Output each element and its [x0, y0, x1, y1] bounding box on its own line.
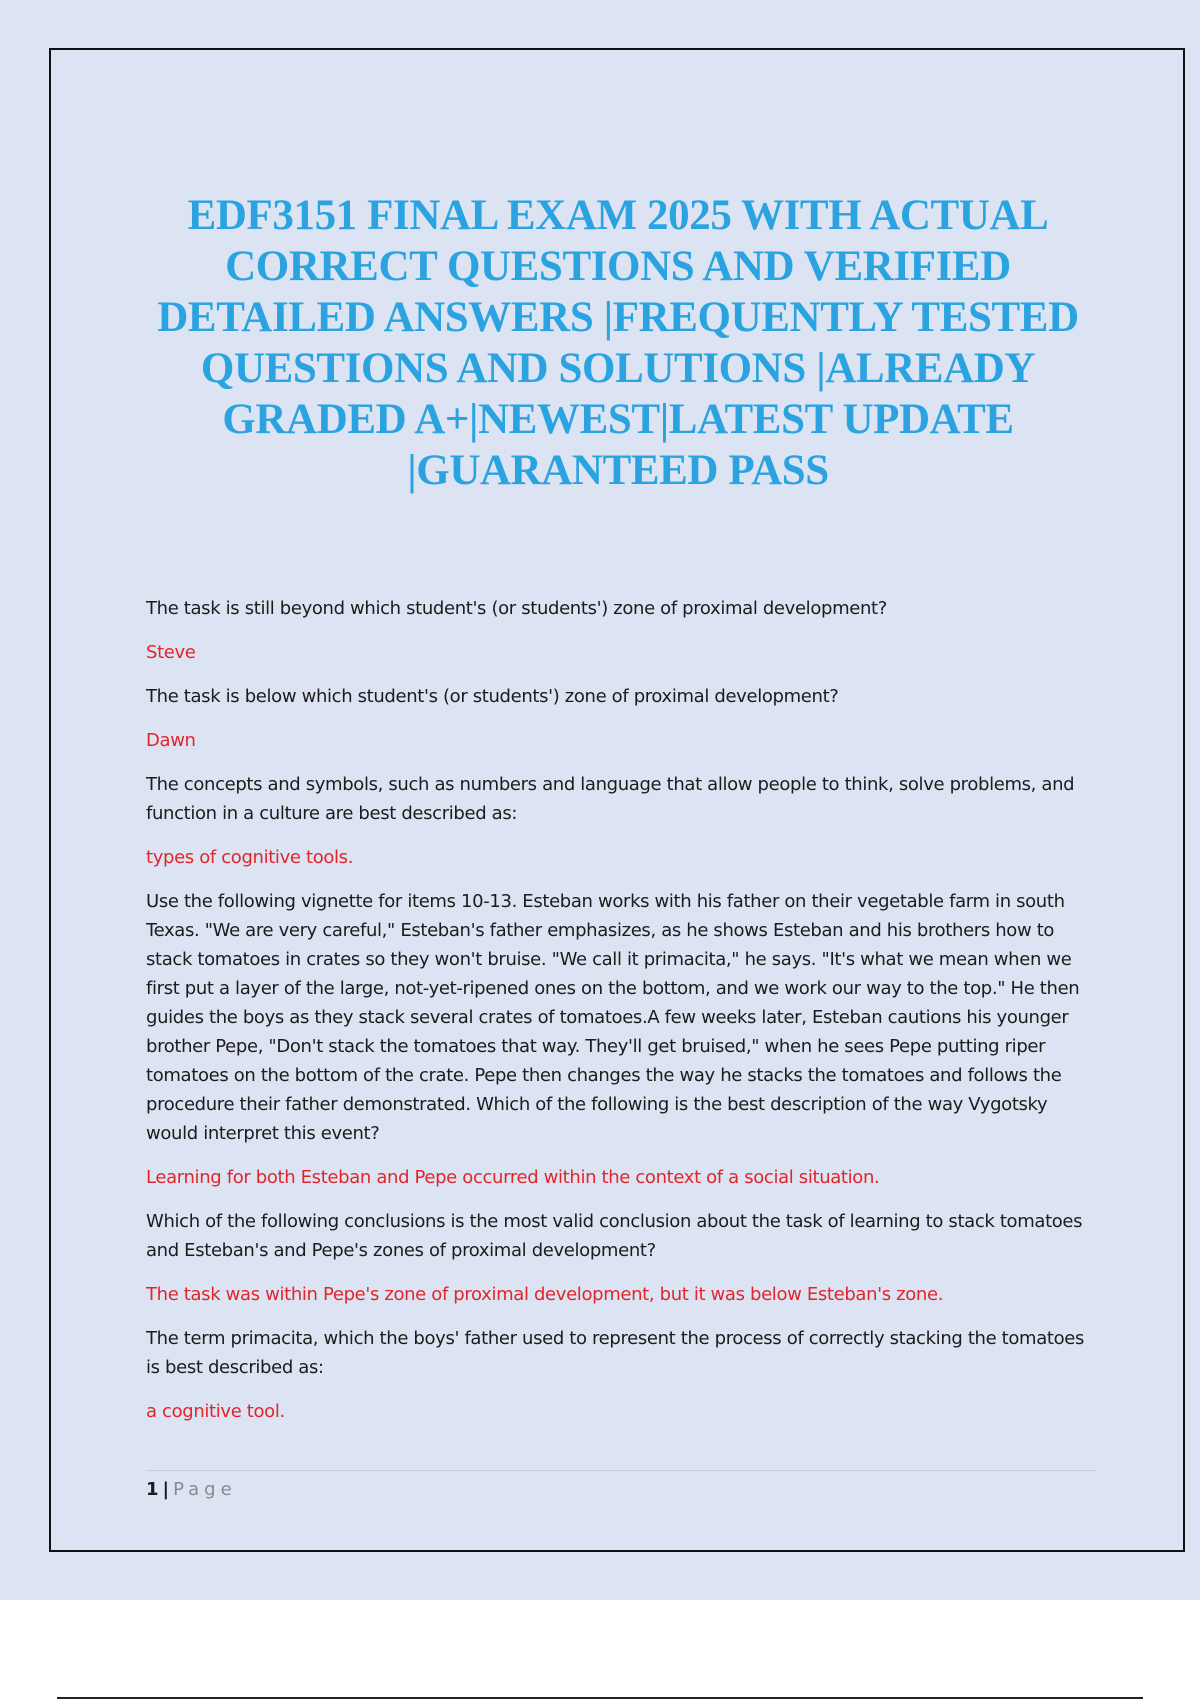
question-text: The task is still beyond which student's (or students') zone of proximal development?: [146, 598, 887, 619]
page-footer: [146, 1470, 1096, 1500]
answer-text: Steve: [146, 642, 196, 663]
page-label: Page: [173, 1479, 237, 1500]
question-text: The term primacita, which the boys' father used to represent the process of correctly stacking the tomatoes is best described as:: [146, 1328, 1085, 1378]
question-text: Which of the following conclusions is the most valid conclusion about the task of learning to stack tomatoes and Esteban's and Pepe's zones of proximal development?: [146, 1211, 1083, 1261]
answer-text: Dawn: [146, 730, 196, 751]
qa-list: [146, 594, 1086, 1441]
question-text: Use the following vignette for items 10-13. Esteban works with his father on their vegetable farm in south Texas. "We are very careful," Esteban's father emphasizes, as he shows Esteban and his brothers how to stack tomatoes in crates so they won't bruise. "We call it primacita," he says. "It's what we mean when we first put a layer of the large, not-yet-ripened ones on the bottom, and we work our way to the top." He then guides the boys as they stack several crates of tomatoes.A few weeks later, Esteban cautions his younger brother Pepe, "Don't stack the tomatoes that way. They'll get bruised," when he sees Pepe putting riper tomatoes on the bottom of the crate. Pepe then changes the way he stacks the tomatoes and follows the procedure their father demonstrated. Which of the following is the best description of the way Vygotsky would interpret this event?: [146, 891, 1080, 1144]
next-page-top-rule: [57, 1697, 1143, 1699]
page-number: 1: [146, 1479, 159, 1500]
answer-text: types of cognitive tools.: [146, 847, 354, 868]
footer-separator: |: [162, 1479, 170, 1500]
answer-text: The task was within Pepe's zone of proximal development, but it was below Esteban's zone.: [146, 1284, 944, 1305]
answer-text: a cognitive tool.: [146, 1401, 285, 1422]
question-text: The task is below which student's (or students') zone of proximal development?: [146, 686, 839, 707]
question-text: The concepts and symbols, such as numbers and language that allow people to think, solve problems, and function in a culture are best described as:: [146, 774, 1075, 824]
document-title: EDF3151 FINAL EXAM 2025 WITH ACTUAL CORRECT QUESTIONS AND VERIFIED DETAILED ANSWERS |FREQUENTLY TESTED QUESTIONS AND SOLUTIONS |ALREADY GRADED A+|NEWEST|LATEST UPDATE |GUARANTEED PASS: [157, 192, 1079, 494]
answer-text: Learning for both Esteban and Pepe occurred within the context of a social situation.: [146, 1167, 880, 1188]
